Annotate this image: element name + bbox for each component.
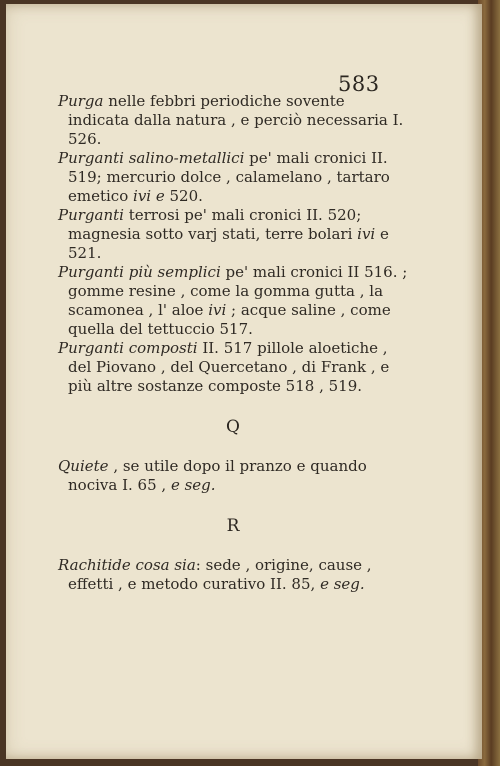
index-entry <box>58 263 408 339</box>
index-entry <box>58 206 408 263</box>
entry-text: pe' mali cronici II. 519; mercurio dolce , calamelano , tartaro emetico <box>68 149 390 205</box>
entry-ref: ivi <box>357 225 376 243</box>
index-entry <box>58 556 408 594</box>
entry-text-tail: 520. <box>164 187 203 205</box>
section-letter-q: Q <box>226 417 240 437</box>
entry-head: Purga <box>58 92 104 110</box>
entry-head: Purganti salino-metallici <box>58 149 245 167</box>
book-page <box>6 4 482 759</box>
entry-head: Quiete <box>58 457 109 475</box>
entry-text: II. 517 pillole aloetiche , del Piovano , del Quercetano , di Frank , e più altre sostanze composte 518 , 519. <box>68 339 390 395</box>
entry-ref: ivi <box>208 301 227 319</box>
page-number: 583 <box>338 72 380 96</box>
entry-head: Rachitide cosa sia <box>58 556 196 574</box>
index-entry <box>58 149 408 206</box>
entry-ref: ivi e <box>133 187 165 205</box>
entry-head: Purganti <box>58 206 124 224</box>
entry-text-tail: ; acque saline , come quella del tettuccio 517. <box>68 301 391 338</box>
entry-text: : sede , origine, cause , effetti , e metodo curativo II. 85, <box>68 556 372 593</box>
index-entry <box>58 339 408 396</box>
entry-text: , se utile dopo il pranzo e quando nociva I. 65 , <box>68 457 367 494</box>
entry-head: Purganti composti <box>58 339 198 357</box>
entry-text: nelle febbri periodiche sovente indicata dalla natura , e perciò necessaria I. 526. <box>68 92 404 148</box>
entry-head: Purganti più semplici <box>58 263 221 281</box>
entry-text: pe' mali cronici II 516. ; gomme resine , come la gomma gutta , la scamonea , l' aloe <box>68 263 408 319</box>
entry-ref: e seg. <box>170 476 216 494</box>
index-entry <box>58 457 408 495</box>
entry-ref: e seg. <box>320 575 365 593</box>
entry-text-tail: e 521. <box>68 225 389 262</box>
section-letter-r: R <box>226 516 240 536</box>
entry-text: terrosi pe' mali cronici II. 520; magnesia sotto varj stati, terre bolari <box>68 206 362 243</box>
index-text <box>58 92 408 594</box>
index-entry <box>58 92 408 149</box>
